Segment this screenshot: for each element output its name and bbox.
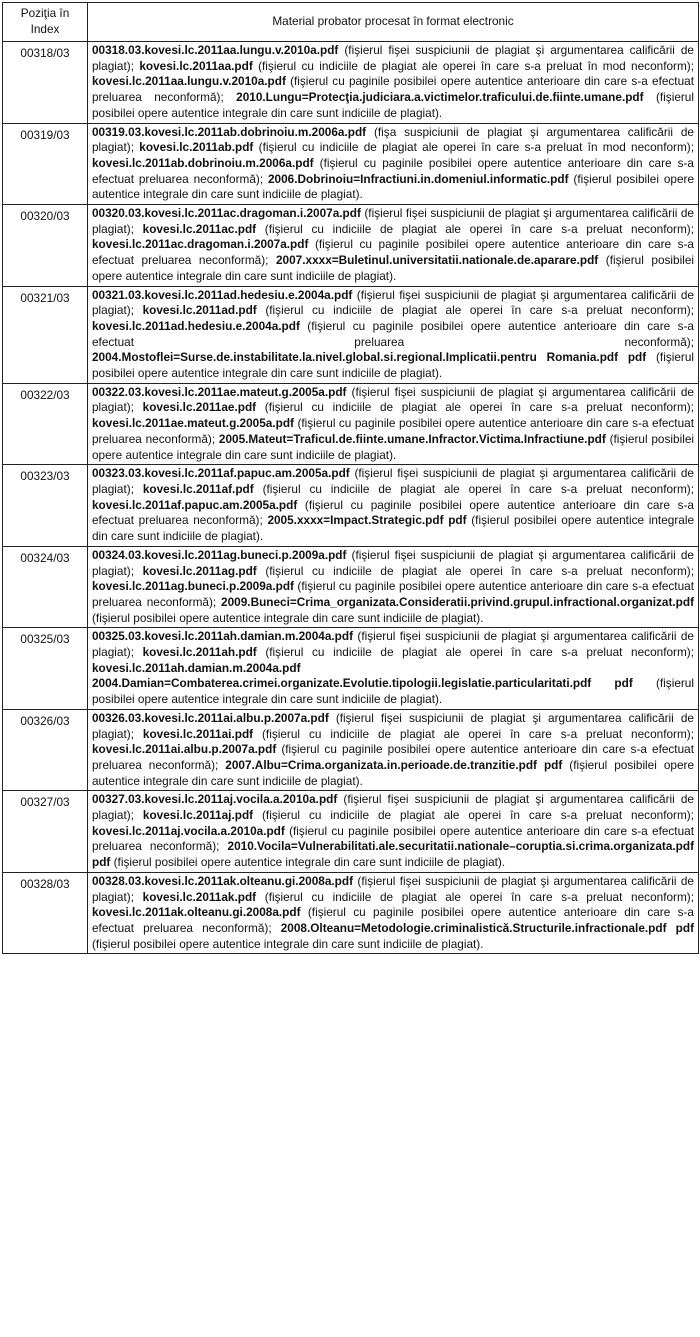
file-description: (fişierul cu indiciile de plagiat ale operei în care s-a preluat neconform); [256, 400, 694, 415]
row-index: 00319/03 [3, 123, 88, 205]
file-description: (fişa suspiciunii de plagiat şi argumentarea calificării de plagiat); [92, 124, 694, 155]
evidence-table [2, 2, 699, 954]
row-material [88, 791, 699, 873]
file-description: (fişierul cu paginile posibilei opere autentice anterioare din care s-a efectuat preluarea neconformă); [92, 742, 694, 772]
table-row [3, 383, 699, 465]
file-name: kovesi.lc.2011ak.pdf [142, 889, 257, 904]
file-description: (fişierul cu indiciile de plagiat ale operei în care s-a preluat neconform); [256, 221, 694, 236]
file-name: kovesi.lc.2011ac.dragoman.i.2007a.pdf [92, 237, 309, 252]
file-name: kovesi.lc.2011ad.hedesiu.e.2004a.pdf [92, 318, 300, 333]
row-material [88, 546, 699, 628]
row-index: 00318/03 [3, 42, 88, 124]
table-row [3, 286, 699, 383]
file-description: (fişierul cu indiciile de plagiat ale operei în care s-a preluat neconform); [256, 645, 695, 660]
file-description: (fişierul cu indiciile de plagiat ale operei în care s-a preluat în mod neconform); [253, 140, 694, 155]
row-material [88, 383, 699, 465]
table-row [3, 42, 699, 124]
file-name: kovesi.lc.2011ae.pdf [142, 400, 257, 415]
file-description: (fişierul fişei suspiciunii de plagiat şi argumentarea calificării de plagiat); [92, 384, 694, 415]
file-description: (fişierul fişei suspiciunii de plagiat şi argumentarea calificării de plagiat); [92, 547, 694, 578]
file-description: (fişierul posibilei opere autentice integrale din care sunt indiciile de plagiat). [92, 513, 694, 544]
file-name: kovesi.lc.2011aa.pdf [139, 58, 253, 73]
file-description: (fişierul cu indiciile de plagiat ale operei în care s-a preluat neconform); [256, 889, 694, 904]
file-name: kovesi.lc.2011af.papuc.am.2005a.pdf [92, 497, 298, 512]
file-description: (fişierul cu indiciile de plagiat ale operei în care s-a preluat neconform); [253, 726, 694, 741]
file-description: (fişierul cu paginile posibilei opere autentice anterioare din care s-a efectuat preluarea neconformă); [92, 155, 694, 186]
table-row [3, 791, 699, 873]
file-description: (fişierul cu paginile posibilei opere autentice anterioare din care s-a efectuat preluarea neconformă); [92, 318, 694, 349]
file-description: (fişierul posibilei opere autentice integrale din care sunt indiciile de plagiat). [92, 431, 694, 462]
file-name: 00328.03.kovesi.lc.2011ak.olteanu.gi.2008a.pdf [92, 873, 354, 888]
row-index: 00322/03 [3, 383, 88, 465]
file-description: (fişierul posibilei opere autentice integrale din care sunt indiciile de plagiat). [92, 610, 484, 625]
file-name: 00323.03.kovesi.lc.2011af.papuc.am.2005a.pdf [92, 466, 350, 481]
file-description: (fişierul cu paginile posibilei opere autentice anterioare din care s-a efectuat preluarea neconformă); [92, 237, 694, 268]
row-material [88, 872, 699, 954]
file-name: kovesi.lc.2011ab.pdf [139, 140, 254, 155]
row-material [88, 205, 699, 287]
file-name: kovesi.lc.2011af.pdf [142, 481, 254, 496]
row-index: 00326/03 [3, 709, 88, 791]
row-index: 00327/03 [3, 791, 88, 873]
row-index: 00325/03 [3, 628, 88, 710]
table-row [3, 546, 699, 628]
file-name: kovesi.lc.2011ak.olteanu.gi.2008a.pdf [92, 905, 301, 920]
file-name: kovesi.lc.2011ae.mateut.g.2005a.pdf [92, 416, 294, 431]
file-description: (fişierul fişei suspiciunii de plagiat şi argumentarea calificării de plagiat); [92, 466, 694, 496]
file-name: kovesi.lc.2011ah.damian.m.2004a.pdf 2004.Damian=Combaterea.crimei.organizate.Evolutie.tipologii.legislatie.particularitati.pdf pdf [92, 660, 633, 691]
file-name: 00326.03.kovesi.lc.2011ai.albu.p.2007a.pdf [92, 710, 329, 725]
table-row [3, 123, 699, 205]
header-material: Material probator procesat în format electronic [88, 3, 699, 42]
file-description: (fişierul cu indiciile de plagiat ale operei în care s-a preluat neconform); [253, 808, 694, 823]
row-material [88, 709, 699, 791]
file-description: (fişierul cu paginile posibilei opere autentice anterioare din care s-a efectuat preluarea neconformă); [92, 74, 694, 105]
file-name: kovesi.lc.2011ai.pdf [142, 726, 254, 741]
table-row [3, 205, 699, 287]
file-name: kovesi.lc.2011ad.pdf [142, 303, 257, 318]
file-description: (fişierul posibilei opere autentice integrale din care sunt indiciile de plagiat). [92, 253, 695, 283]
file-name: kovesi.lc.2011ab.dobrinoiu.m.2006a.pdf [92, 155, 314, 170]
file-name: 2007.xxxx=Buletinul.universitatii.nationale.de.aparare.pdf [276, 253, 599, 268]
header-index: Poziţia în Index [3, 3, 88, 42]
table-header-row [3, 3, 699, 42]
row-material [88, 465, 699, 547]
file-description: (fişierul cu indiciile de plagiat ale operei în care s-a preluat neconform); [256, 563, 695, 578]
table-row [3, 628, 699, 710]
file-name: 2005.Mateut=Traficul.de.fiinte.umane.Infractor.Victima.Infractiune.pdf [218, 431, 606, 446]
file-name: 2005.xxxx=Impact.Strategic.pdf pdf [267, 513, 467, 528]
file-name: 00322.03.kovesi.lc.2011ae.mateut.g.2005a.pdf [92, 384, 347, 399]
file-name: kovesi.lc.2011ag.pdf [142, 563, 257, 578]
file-name: kovesi.lc.2011ah.pdf [142, 645, 257, 660]
file-name: 2010.Vocila=Vulnerabilitati.ale.securitatii.nationale–coruptia.si.crima.organizata.pdf pdf [92, 839, 694, 870]
table-row [3, 709, 699, 791]
file-name: 2007.Albu=Crima.organizata.in.perioade.de.tranzitie.pdf pdf [225, 757, 563, 772]
file-name: kovesi.lc.2011aa.lungu.v.2010a.pdf [92, 74, 286, 89]
row-material [88, 123, 699, 205]
file-name: 00318.03.kovesi.lc.2011aa.lungu.v.2010a.pdf [92, 43, 339, 57]
table-body [3, 42, 699, 954]
file-description: (fişierul cu paginile posibilei opere autentice anterioare din care s-a efectuat preluarea neconformă); [92, 905, 694, 935]
row-index: 00321/03 [3, 286, 88, 383]
file-description: (fişierul posibilei opere autentice integrale din care sunt indiciile de plagiat). [110, 855, 506, 870]
file-name: 00321.03.kovesi.lc.2011ad.hedesiu.e.2004a.pdf [92, 287, 353, 302]
file-description: (fişierul cu paginile posibilei opere autentice anterioare din care s-a efectuat preluarea neconformă); [92, 416, 694, 446]
file-description: (fişierul cu paginile posibilei opere autentice anterioare din care s-a efectuat preluarea neconformă); [92, 579, 694, 609]
row-material [88, 628, 699, 710]
file-name: 00324.03.kovesi.lc.2011ag.buneci.p.2009a.pdf [92, 547, 347, 562]
row-index: 00320/03 [3, 205, 88, 287]
file-name: kovesi.lc.2011ag.buneci.p.2009a.pdf [92, 579, 294, 594]
file-description: (fişierul fişei suspiciunii de plagiat şi argumentarea calificării de plagiat); [92, 792, 694, 823]
file-name: 00327.03.kovesi.lc.2011aj.vocila.a.2010a.pdf [92, 792, 338, 807]
file-description: (fişierul cu paginile posibilei opere autentice anterioare din care s-a efectuat preluarea neconformă); [92, 497, 694, 528]
table-row [3, 465, 699, 547]
file-name: 00320.03.kovesi.lc.2011ac.dragoman.i.2007a.pdf [92, 206, 361, 221]
file-description: (fişierul cu indiciile de plagiat ale operei în care s-a preluat în mod neconform); [252, 58, 694, 73]
file-description: (fişierul fişei suspiciunii de plagiat şi argumentarea calificării de plagiat); [92, 206, 694, 236]
file-description: (fişierul posibilei opere autentice integrale din care sunt indiciile de plagiat). [92, 171, 694, 202]
file-description: (fişierul posibilei opere autentice integrale din care sunt indiciile de plagiat). [92, 90, 694, 120]
file-description: (fişierul cu paginile posibilei opere autentice anterioare din care s-a efectuat preluarea neconformă); [92, 823, 694, 854]
file-name: 2010.Lungu=Protecţia.judiciara.a.victimelor.traficului.de.fiinte.umane.pdf [236, 90, 644, 105]
file-description: (fişierul fişei suspiciunii de plagiat şi argumentarea calificării de plagiat); [92, 43, 694, 73]
table-row [3, 872, 699, 954]
row-index: 00328/03 [3, 872, 88, 954]
file-description: (fişierul posibilei opere autentice integrale din care sunt indiciile de plagiat). [92, 757, 694, 788]
file-name: kovesi.lc.2011aj.vocila.a.2010a.pdf [92, 823, 285, 838]
file-description: (fişierul fişei suspiciunii de plagiat şi argumentarea calificării de plagiat); [92, 710, 694, 741]
file-description: (fişierul cu indiciile de plagiat ale operei în care s-a preluat neconform); [253, 481, 694, 496]
file-description: (fişierul fişei suspiciunii de plagiat şi argumentarea calificării de plagiat); [92, 287, 694, 318]
file-name: 00319.03.kovesi.lc.2011ab.dobrinoiu.m.2006a.pdf [92, 124, 367, 139]
row-index: 00323/03 [3, 465, 88, 547]
file-description: (fişierul posibilei opere autentice integrale din care sunt indiciile de plagiat). [92, 676, 694, 707]
file-name: 2004.Mostoflei=Surse.de.instabilitate.la.nivel.global.si.regional.Implicatii.pentru Romania.pdf pdf [92, 350, 647, 365]
file-name: 2008.Olteanu=Metodologie.criminalistică.Structurile.infractionale.pdf pdf [280, 920, 694, 935]
file-name: 00325.03.kovesi.lc.2011ah.damian.m.2004a.pdf [92, 629, 354, 644]
row-material [88, 42, 699, 124]
file-name: kovesi.lc.2011aj.pdf [142, 808, 254, 823]
file-name: 2006.Dobrinoiu=Infractiuni.in.domeniul.informatic.pdf [268, 171, 569, 186]
row-index: 00324/03 [3, 546, 88, 628]
file-description: (fişierul posibilei opere autentice integrale din care sunt indiciile de plagiat). [92, 936, 484, 951]
file-name: 2009.Buneci=Crima_organizata.Consideratii.privind.grupul.infractional.organizat.pdf [221, 594, 694, 609]
file-name: kovesi.lc.2011ai.albu.p.2007a.pdf [92, 742, 277, 757]
document-page [2, 2, 698, 954]
row-material [88, 286, 699, 383]
file-description: (fişierul posibilei opere autentice integrale din care sunt indiciile de plagiat). [92, 350, 695, 381]
file-description: (fişierul fişei suspiciunii de plagiat şi argumentarea calificării de plagiat); [92, 873, 694, 904]
file-description: (fişierul fişei suspiciunii de plagiat şi argumentarea calificării de plagiat); [92, 629, 694, 660]
file-name: kovesi.lc.2011ac.pdf [142, 221, 257, 236]
file-description: (fişierul cu indiciile de plagiat ale operei în care s-a preluat neconform); [256, 303, 695, 318]
